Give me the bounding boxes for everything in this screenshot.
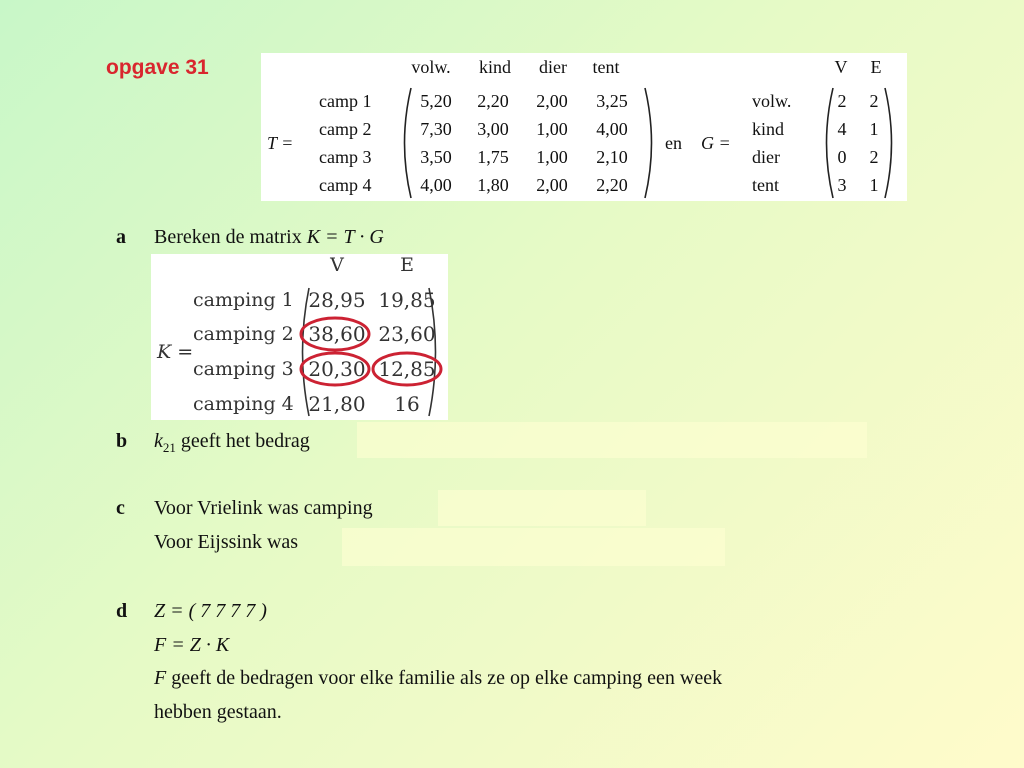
t-cell: 3,50: [420, 147, 452, 167]
part-b-sub: 21: [162, 440, 176, 455]
t-cell: 3,00: [477, 119, 509, 139]
k-name-label: K =: [157, 341, 194, 363]
k-cell: 19,85: [378, 288, 436, 312]
t-cell: 2,00: [536, 91, 568, 111]
part-b-answer-area: [357, 422, 867, 458]
t-row-label: camp 1: [319, 91, 372, 111]
part-d-line4: hebben gestaan.: [154, 701, 282, 723]
t-col-header: volw.: [411, 57, 451, 77]
part-d-line3: F geeft de bedragen voor elke familie als ze op elke camping een week: [154, 667, 723, 689]
t-col-header: tent: [592, 57, 620, 77]
part-b-text: $k_{21}$ geeft het bedrag: [154, 430, 310, 455]
k-cell: 12,85: [378, 357, 436, 381]
part-c-line1: Voor Vrielink was camping: [154, 497, 373, 519]
t-cell: 2,20: [477, 91, 509, 111]
part-a-formula: K = T · G: [306, 226, 384, 248]
k-cell: 28,95: [308, 288, 366, 312]
t-right-bracket: [643, 86, 659, 200]
k-cell: 38,60: [308, 322, 366, 346]
t-cell: 1,00: [536, 119, 568, 139]
k-col-header: E: [400, 254, 414, 276]
t-row-label: camp 2: [319, 119, 372, 139]
circle-camping3-e: [373, 353, 441, 385]
t-col-header: kind: [478, 57, 511, 77]
g-row-label: dier: [752, 147, 780, 167]
part-c-line2: Voor Eijssink was: [154, 531, 299, 553]
circle-camping3-v: [301, 353, 369, 385]
conjunction-en: en: [665, 133, 682, 153]
g-row-label: volw.: [752, 91, 792, 111]
part-d-line2: F = Z · K: [154, 634, 230, 656]
t-row-label: camp 3: [319, 147, 372, 167]
t-cell: 2,20: [596, 175, 628, 195]
part-d-var: F: [154, 667, 167, 689]
g-cell: 2: [869, 91, 879, 111]
t-cell: 5,20: [420, 91, 452, 111]
k-cell: 20,30: [308, 357, 366, 381]
g-cell: 0: [837, 147, 847, 167]
g-col-header: V: [834, 57, 848, 77]
g-right-bracket: [883, 86, 899, 200]
g-name-label: G =: [701, 133, 731, 153]
t-cell: 2,00: [536, 175, 568, 195]
g-row-label: kind: [752, 119, 785, 139]
part-b-var: k: [154, 430, 163, 452]
t-cell: 1,00: [536, 147, 568, 167]
t-row-label: camp 4: [319, 175, 372, 195]
g-row-label: tent: [752, 175, 779, 195]
matrix-tg-image: [261, 53, 907, 201]
t-cell: 2,10: [596, 147, 628, 167]
k-row-label: camping 2: [193, 323, 294, 345]
g-cell: 2: [869, 147, 879, 167]
g-cell: 1: [869, 119, 879, 139]
part-b-label: b: [116, 430, 128, 452]
part-c-answer-area-1: [438, 490, 646, 526]
t-cell: 1,80: [477, 175, 509, 195]
part-a-text: Bereken de matrix K = T · G: [154, 226, 384, 248]
circle-camping2-v: [301, 318, 369, 350]
t-cell: 7,30: [420, 119, 452, 139]
part-a-label: a: [116, 226, 126, 248]
t-cell: 3,25: [596, 91, 628, 111]
k-col-header: V: [330, 254, 344, 276]
t-cell: 4,00: [420, 175, 452, 195]
k-cell: 21,80: [308, 392, 366, 416]
part-c-answer-area-2: [342, 528, 725, 566]
part-c-label: c: [116, 497, 125, 519]
k-highlight-circles: [151, 254, 448, 420]
g-cell: 3: [837, 175, 847, 195]
g-col-header: E: [870, 57, 882, 77]
k-row-label: camping 1: [193, 289, 294, 311]
k-row-label: camping 4: [193, 393, 294, 415]
part-d-line1: Z = ( 7 7 7 7 ): [154, 600, 267, 622]
g-cell: 1: [869, 175, 879, 195]
t-col-header: dier: [539, 57, 567, 77]
k-cell: 16: [394, 392, 420, 416]
k-cell: 23,60: [378, 322, 436, 346]
t-cell: 4,00: [596, 119, 628, 139]
part-d-label: d: [116, 600, 128, 622]
slide-title: opgave 31: [106, 56, 209, 79]
k-row-label: camping 3: [193, 358, 294, 380]
t-cell: 1,75: [477, 147, 509, 167]
matrix-k-image: [151, 254, 448, 420]
g-cell: 4: [837, 119, 847, 139]
g-cell: 2: [837, 91, 847, 111]
t-name-label: T =: [267, 133, 294, 153]
